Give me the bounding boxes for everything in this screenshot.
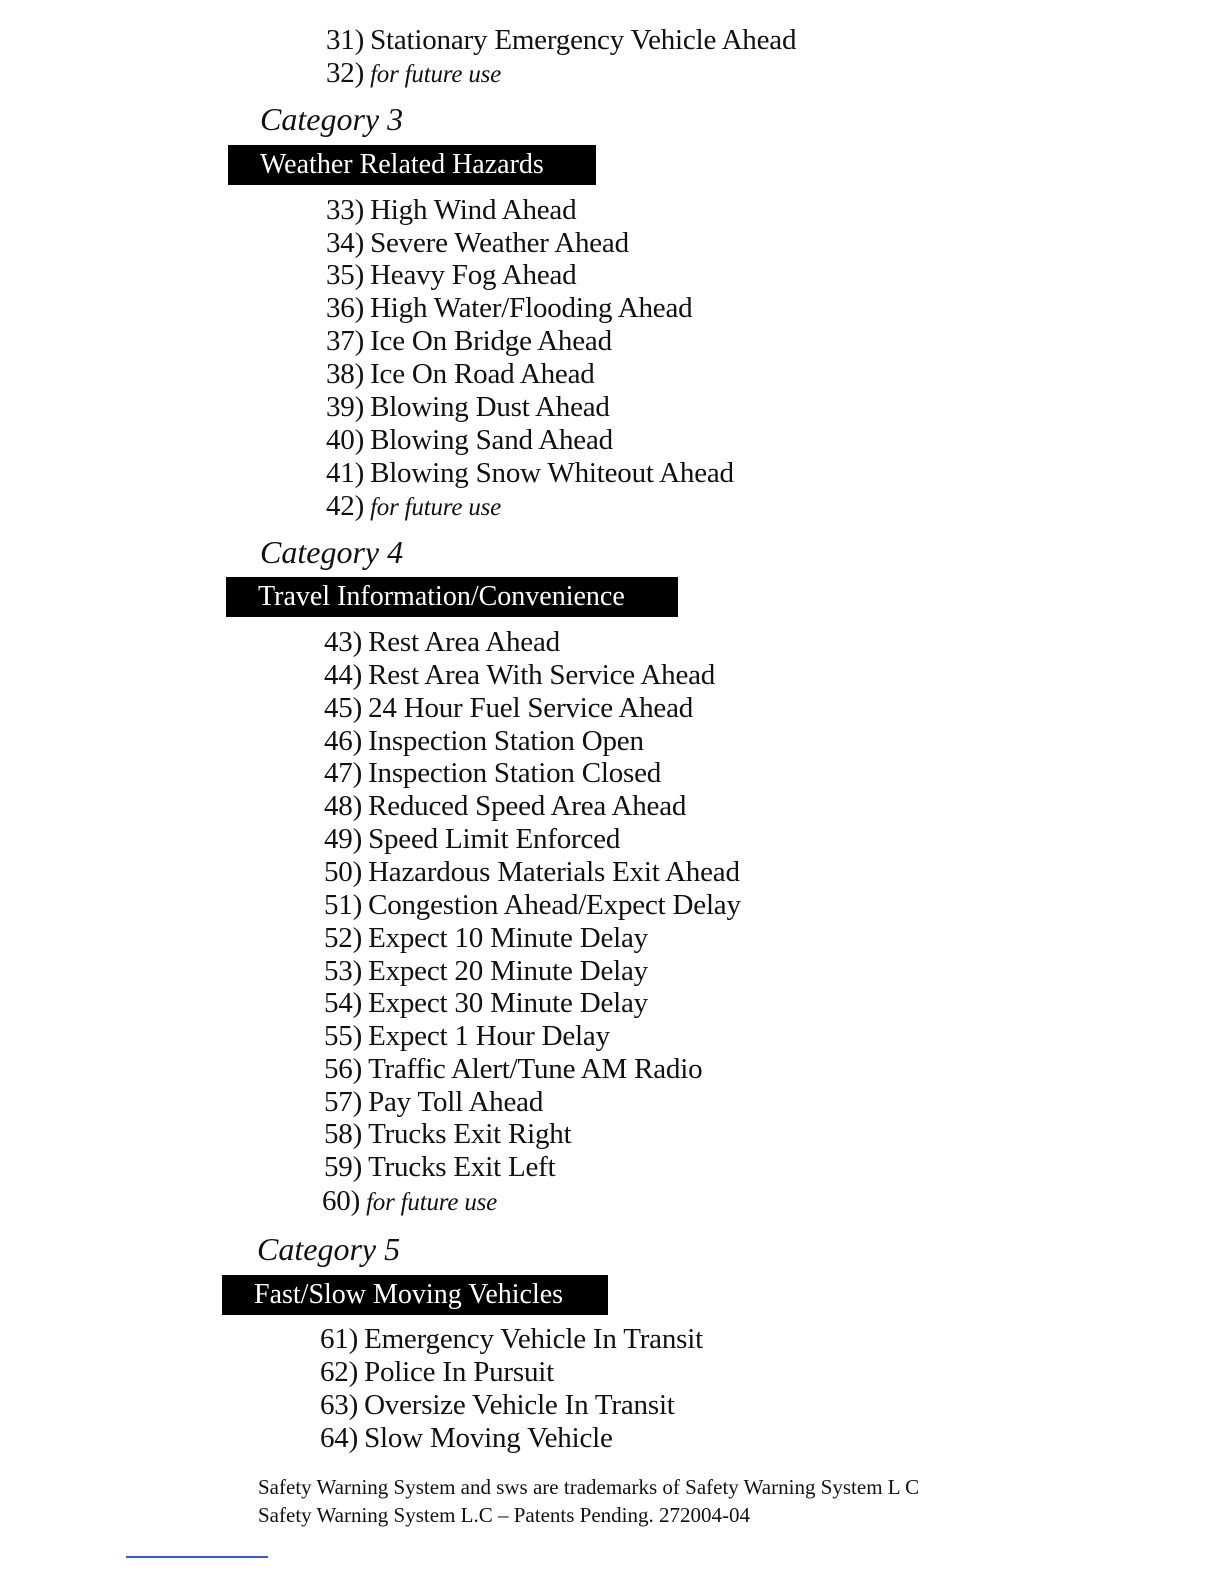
item-number: 54) [324, 987, 363, 1019]
item-label: Ice On Road Ahead [370, 358, 595, 390]
list-item [326, 194, 576, 227]
item-label: Speed Limit Enforced [368, 823, 621, 855]
item-label: for future use [366, 1189, 498, 1216]
item-label: Emergency Vehicle In Transit [364, 1323, 703, 1355]
list-item [320, 1422, 613, 1455]
item-label: Slow Moving Vehicle [364, 1422, 613, 1454]
list-item [326, 424, 613, 457]
item-label: Stationary Emergency Vehicle Ahead [370, 24, 797, 56]
list-item [326, 358, 595, 391]
list-item [324, 1086, 543, 1119]
item-label: Rest Area With Service Ahead [368, 659, 716, 691]
list-item [324, 757, 661, 790]
list-item [326, 490, 501, 524]
item-label: Expect 10 Minute Delay [368, 922, 648, 954]
item-number: 64) [320, 1422, 359, 1454]
item-label: Traffic Alert/Tune AM Radio [368, 1053, 703, 1085]
list-item [320, 1356, 554, 1389]
item-number: 32) [326, 57, 365, 89]
list-item [324, 1020, 610, 1053]
item-number: 42) [326, 490, 365, 522]
list-item [326, 457, 734, 490]
list-item [324, 987, 648, 1020]
list-item [324, 1151, 556, 1184]
item-label: 24 Hour Fuel Service Ahead [368, 692, 694, 724]
item-number: 45) [324, 692, 363, 724]
item-label: Inspection Station Open [368, 725, 644, 757]
list-item [324, 856, 740, 889]
item-label: High Water/Flooding Ahead [370, 292, 693, 324]
item-label: Pay Toll Ahead [368, 1086, 544, 1118]
item-number: 51) [324, 889, 363, 921]
item-label: Congestion Ahead/Expect Delay [368, 889, 741, 921]
item-label: Expect 30 Minute Delay [368, 987, 648, 1019]
item-label: for future use [370, 494, 502, 521]
item-number: 58) [324, 1118, 363, 1150]
trademark-notice: Safety Warning System and sws are trademarks of Safety Warning System L C [258, 1475, 920, 1499]
category-3-header-bar: Weather Related Hazards [228, 145, 596, 185]
item-number: 39) [326, 391, 365, 423]
list-item [324, 692, 693, 725]
item-number: 63) [320, 1389, 359, 1421]
category-5-title: Category 5 [257, 1231, 401, 1267]
item-label: Oversize Vehicle In Transit [364, 1389, 675, 1421]
list-item [322, 1185, 497, 1219]
list-item [326, 227, 629, 260]
item-number: 55) [324, 1020, 363, 1052]
item-number: 35) [326, 259, 365, 291]
item-number: 56) [324, 1053, 363, 1085]
item-number: 59) [324, 1151, 363, 1183]
list-item [324, 659, 715, 692]
category-3-title: Category 3 [260, 101, 404, 137]
list-item [320, 1389, 675, 1422]
list-item [324, 922, 648, 955]
category-5-header-bar: Fast/Slow Moving Vehicles [222, 1275, 608, 1315]
item-label: Blowing Dust Ahead [370, 391, 610, 423]
list-item [324, 790, 686, 823]
item-label: Inspection Station Closed [368, 757, 662, 789]
list-item [324, 823, 620, 856]
item-number: 36) [326, 292, 365, 324]
list-item [324, 725, 644, 758]
item-number: 47) [324, 757, 363, 789]
list-item [324, 889, 741, 922]
item-number: 37) [326, 325, 365, 357]
item-number: 50) [324, 856, 363, 888]
item-label: Police In Pursuit [364, 1356, 554, 1388]
item-number: 57) [324, 1086, 363, 1118]
patent-notice: Safety Warning System L.C – Patents Pending. 272004-04 [258, 1503, 750, 1527]
item-label: Reduced Speed Area Ahead [368, 790, 687, 822]
item-label: Blowing Snow Whiteout Ahead [370, 457, 734, 489]
list-item [324, 626, 560, 659]
item-number: 60) [322, 1185, 361, 1217]
item-number: 52) [324, 922, 363, 954]
item-number: 61) [320, 1323, 359, 1355]
list-item [326, 391, 610, 424]
item-number: 49) [324, 823, 363, 855]
item-label: Trucks Exit Left [368, 1151, 556, 1183]
item-number: 62) [320, 1356, 359, 1388]
item-label: Expect 20 Minute Delay [368, 955, 648, 987]
item-number: 46) [324, 725, 363, 757]
bottom-divider [126, 1556, 268, 1558]
item-label: Heavy Fog Ahead [370, 259, 577, 291]
category-4-title: Category 4 [260, 534, 404, 570]
item-number: 31) [326, 24, 365, 56]
list-item [326, 325, 612, 358]
list-item [326, 24, 796, 57]
category-4-header-bar: Travel Information/Convenience [226, 577, 678, 617]
list-item [326, 292, 692, 325]
item-label: Severe Weather Ahead [370, 227, 629, 259]
item-label: Trucks Exit Right [368, 1118, 572, 1150]
item-number: 53) [324, 955, 363, 987]
item-label: High Wind Ahead [370, 194, 577, 226]
item-number: 34) [326, 227, 365, 259]
item-label: for future use [370, 61, 502, 88]
item-label: Expect 1 Hour Delay [368, 1020, 610, 1052]
list-item [324, 1118, 571, 1151]
item-label: Hazardous Materials Exit Ahead [368, 856, 740, 888]
item-number: 41) [326, 457, 365, 489]
item-label: Ice On Bridge Ahead [370, 325, 612, 357]
item-number: 43) [324, 626, 363, 658]
item-number: 48) [324, 790, 363, 822]
item-label: Blowing Sand Ahead [370, 424, 613, 456]
list-item [326, 259, 576, 292]
list-item [324, 955, 648, 988]
item-number: 33) [326, 194, 365, 226]
item-label: Rest Area Ahead [368, 626, 560, 658]
list-item [326, 57, 501, 91]
item-number: 40) [326, 424, 365, 456]
item-number: 44) [324, 659, 363, 691]
list-item [320, 1323, 703, 1356]
list-item [324, 1053, 702, 1086]
item-number: 38) [326, 358, 365, 390]
